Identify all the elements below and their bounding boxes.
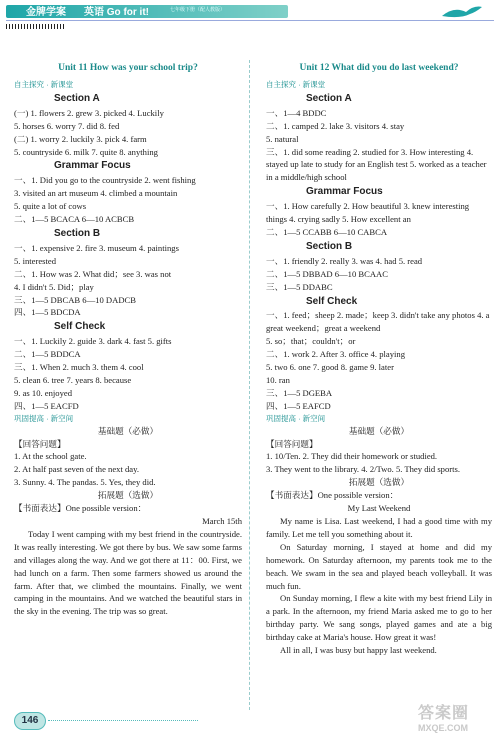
answer-line: 二、1. work 2. After 3. office 4. playing bbox=[266, 349, 405, 360]
answer-line: (二) 1. worry 2. luckily 3. pick 4. farm bbox=[14, 133, 147, 144]
edition-note: 七年级下册（配人教版） bbox=[170, 7, 226, 13]
extend-heading: 拓展题（选做） bbox=[97, 490, 159, 501]
answer-line: 9. as 10. enjoyed bbox=[14, 387, 72, 398]
answer-line: 一、1. expensive 2. fire 3. museum 4. paintings bbox=[14, 242, 179, 253]
watermark-url: MXQE.COM bbox=[418, 723, 469, 733]
essay-paragraph: On Sunday morning, I flew a kite with my best friend Lily in a park. In the afternoon, my friend Maria asked me to go to her birthday party. We sang songs, played games and ate a big birthday cake at Maria's house. How great it was! bbox=[266, 593, 492, 643]
answer-line: 二、1. camped 2. lake 3. visitors 4. stay bbox=[266, 120, 405, 131]
watermark-logo-text: 答案圈 bbox=[418, 705, 470, 722]
essay-title: My Last Weekend bbox=[347, 503, 411, 514]
section-a-heading: Section A bbox=[306, 92, 352, 104]
answer-line: 一、1—4 BDDC bbox=[266, 107, 327, 118]
answer-line: 二、1. How was 2. What did；see 3. was not bbox=[14, 268, 172, 279]
answer-line: 二、1—5 BDDCA bbox=[14, 349, 81, 360]
answer-line: 5. two 6. one 7. good 8. game 9. later bbox=[266, 362, 394, 373]
answer-line: 3. Sunny. 4. The pandas. 5. Yes, they did. bbox=[14, 477, 156, 488]
answer-line: 二、1—5 CCABB 6—10 CABCA bbox=[266, 226, 388, 237]
writing-label: 【书面表达】One possible version： bbox=[14, 503, 147, 514]
tag-consolidation: 巩固提高 · 新空间 bbox=[14, 413, 74, 423]
answer-questions-label: 【回答问题】 bbox=[14, 438, 66, 449]
answer-line: 3. They went to the library. 4. 2/Two. 5. They did sports. bbox=[266, 464, 461, 475]
answer-line: 2. At half past seven of the next day. bbox=[14, 464, 139, 475]
self-check-heading: Self Check bbox=[306, 295, 358, 307]
answer-line: 三、1—5 DBCAB 6—10 DADCB bbox=[14, 294, 136, 305]
answer-line: 5. quite a lot of cows bbox=[14, 201, 87, 212]
answer-line: 5. interested bbox=[14, 255, 56, 266]
answer-line: 5. so；that；couldn't；or bbox=[266, 336, 356, 347]
essay-paragraph: Today I went camping with my best friend in the countryside. It was really interesting. We got there by bus. We saw some farms and villages along the way. And we got there at 11：00. First, we had lunch on a farm. Then some farmers showed us around the farm. After that, we climbed the mountains. Finally, we went camping in the mountains. And we watched the beautiful stars in the sky in the evening. The trip was so great. bbox=[14, 528, 242, 617]
tag-self-study: 自主探究 · 新课堂 bbox=[266, 79, 326, 89]
answer-line: 三、1—5 DGEBA bbox=[266, 387, 333, 398]
answer-line: 二、1—5 BCACA 6—10 ACBCB bbox=[14, 214, 135, 225]
right-column bbox=[266, 62, 492, 657]
tag-consolidation: 巩固提高 · 新空间 bbox=[266, 413, 326, 423]
footer-dotted-rule bbox=[48, 720, 198, 721]
answer-line: 1. At the school gate. bbox=[14, 451, 87, 462]
answer-line: 一、1. Luckily 2. guide 3. dark 4. fast 5. gifts bbox=[14, 336, 172, 347]
watermark bbox=[418, 700, 496, 736]
answer-line: 三、1—5 DDABC bbox=[266, 281, 333, 292]
basic-heading: 基础题（必做） bbox=[348, 425, 410, 436]
answer-line: 5. countryside 6. milk 7. quite 8. anything bbox=[14, 146, 158, 157]
basic-heading: 基础题（必做） bbox=[97, 425, 159, 436]
left-column bbox=[14, 62, 242, 618]
answer-questions-label: 【回答问题】 bbox=[266, 438, 318, 449]
grammar-focus-heading: Grammar Focus bbox=[306, 186, 383, 198]
answer-line: 一、1. feed；sheep 2. made；keep 3. didn't take any photos 4. a great weekend；great a weekend bbox=[266, 310, 490, 334]
answer-line: 4. I didn't 5. Did；play bbox=[14, 281, 94, 292]
self-check-heading: Self Check bbox=[54, 321, 106, 333]
answer-line: 一、1. Did you go to the countryside 2. went fishing bbox=[14, 175, 196, 186]
extend-heading: 拓展题（选做） bbox=[348, 477, 410, 488]
answer-line: 一、1. friendly 2. really 3. was 4. had 5. read bbox=[266, 255, 423, 266]
header-rule bbox=[6, 20, 494, 21]
subject-name: 英语 Go for it! bbox=[84, 7, 149, 18]
grammar-focus-heading: Grammar Focus bbox=[54, 160, 131, 172]
answer-line: 一、1. How carefully 2. How beautiful 3. knew interesting things 4. crying sadly 5. How excellent an bbox=[266, 201, 470, 225]
answer-line: 四、1—5 EAFCD bbox=[266, 400, 331, 411]
answer-line: 1. 10/Ten. 2. They did their homework or studied. bbox=[266, 451, 438, 462]
answer-line: 三、1. did some reading 2. studied for 3. How interesting 4. stayed up late to study for an English test 5. worked as a teacher in a middle/high school bbox=[266, 146, 487, 183]
answer-line: (一) 1. flowers 2. grew 3. picked 4. Luckily bbox=[14, 107, 164, 118]
answer-line: 5. horses 6. worry 7. did 8. fed bbox=[14, 120, 120, 131]
answer-line: 二、1—5 DBBAD 6—10 BCAAC bbox=[266, 268, 388, 279]
answer-line: 5. clean 6. tree 7. years 8. because bbox=[14, 374, 132, 385]
answer-line: 三、1. When 2. much 3. them 4. cool bbox=[14, 362, 144, 373]
column-divider bbox=[249, 60, 250, 710]
answer-line: 10. ran bbox=[266, 374, 290, 385]
writing-label: 【书面表达】One possible version： bbox=[266, 490, 399, 501]
brand-name: 金牌学案 bbox=[26, 7, 66, 18]
page-number: 146 bbox=[14, 712, 46, 730]
section-a-heading: Section A bbox=[54, 92, 100, 104]
answer-line: 四、1—5 BDCDA bbox=[14, 307, 81, 318]
essay-date: March 15th bbox=[202, 516, 242, 526]
essay-paragraph: My name is Lisa. Last weekend, I had a good time with my family. Let me tell you something about it. bbox=[266, 516, 492, 539]
bird-logo-icon bbox=[440, 4, 484, 20]
answer-line: 5. natural bbox=[266, 133, 299, 144]
unit-11-title: Unit 11 How was your school trip? bbox=[58, 63, 198, 73]
essay-paragraph: All in all, I was busy but happy last weekend. bbox=[280, 645, 437, 656]
essay-paragraph: On Saturday morning, I stayed at home and did my homework. On Saturday afternoon, my parents took me to the beach. We swam in the sea and played beach volleyball. It was much fun. bbox=[266, 541, 492, 591]
tag-self-study: 自主探究 · 新课堂 bbox=[14, 79, 74, 89]
page-header bbox=[0, 0, 500, 30]
section-b-heading: Section B bbox=[306, 240, 353, 252]
barcode-decoration bbox=[6, 24, 66, 29]
answer-line: 四、1—5 EACFD bbox=[14, 400, 79, 411]
section-b-heading: Section B bbox=[54, 227, 101, 239]
unit-12-title: Unit 12 What did you do last weekend? bbox=[299, 63, 459, 73]
answer-line: 3. visited an art museum 4. climbed a mountain bbox=[14, 188, 178, 199]
